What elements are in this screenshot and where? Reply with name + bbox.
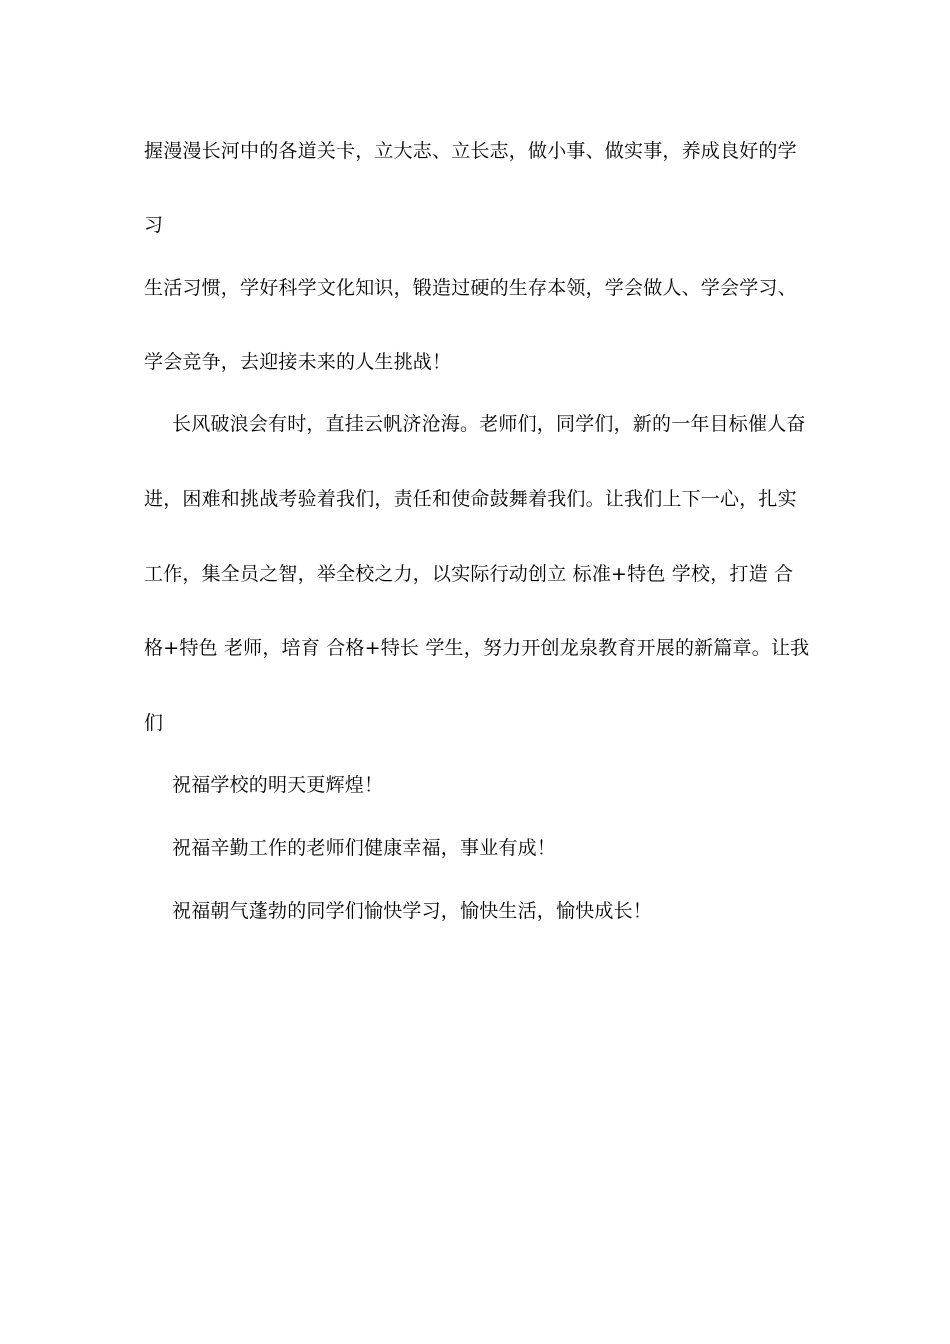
blessing-line: 祝福朝气蓬勃的同学们愉快学习，愉快生活，愉快成长！	[172, 900, 653, 922]
text-line: 格+特色 老师，培育 合格+特长 学生，努力开创龙泉教育开展的新篇章。让我	[144, 637, 810, 659]
blessing-line: 祝福学校的明天更辉煌！	[172, 774, 384, 796]
text-line: 工作，集全员之智，举全校之力，以实际行动创立 标准+特色 学校，打造 合	[144, 563, 794, 585]
text-line: 习	[144, 214, 164, 236]
paragraph-start-line: 长风破浪会有时，直挂云帆济沧海。老师们，同学们，新的一年目标催人奋	[172, 413, 806, 435]
blessing-line: 祝福辛勤工作的老师们健康幸福，事业有成！	[172, 837, 557, 859]
text-line: 学会竞争，去迎接未来的人生挑战！	[144, 351, 452, 373]
text-line: 生活习惯，学好科学文化知识，锻造过硬的生存本领，学会做人、学会学习、	[144, 277, 797, 299]
text-line: 进，困难和挑战考验着我们，责任和使命鼓舞着我们。让我们上下一心，扎实	[144, 488, 797, 510]
text-line: 握漫漫长河中的各道关卡，立大志、立长志，做小事、做实事，养成良好的学	[144, 140, 797, 162]
text-line: 们	[144, 712, 164, 734]
